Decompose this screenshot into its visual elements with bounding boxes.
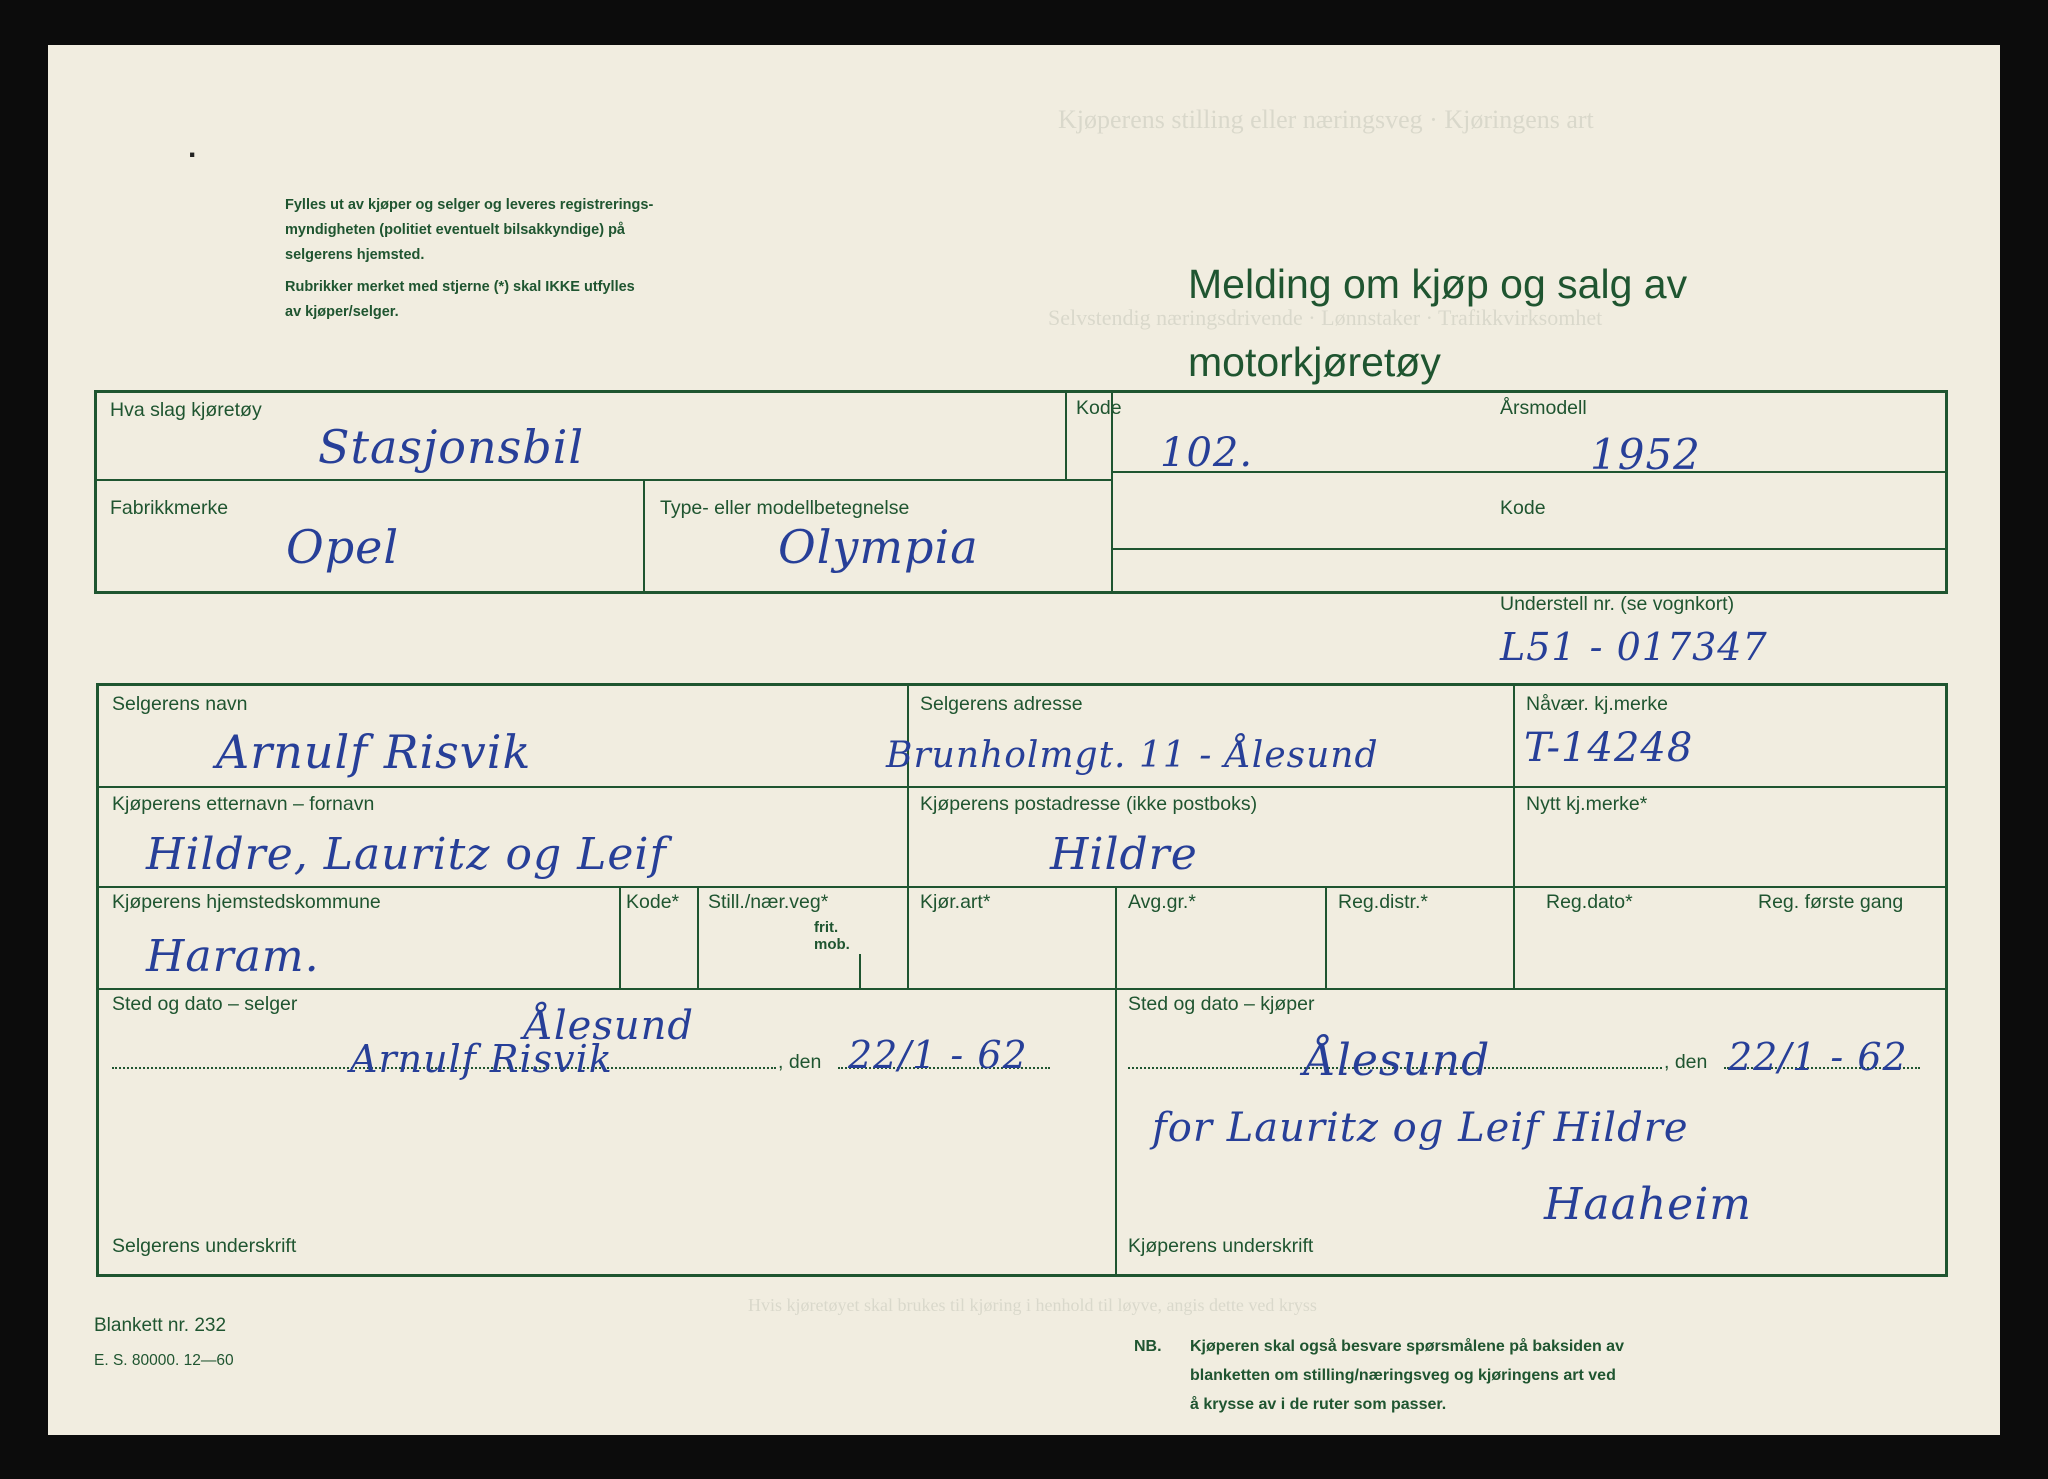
first-reg-label: Reg. første gang	[1758, 891, 1904, 913]
instruction-line: myndigheten (politiet eventuelt bilsakkyndige) på	[285, 222, 625, 238]
make-value: Opel	[286, 520, 400, 574]
usage-label: Kjør.art*	[920, 891, 991, 913]
seller-place-date-label: Sted og dato – selger	[112, 993, 298, 1015]
form-paper	[48, 45, 2000, 1435]
buyer-date-value: 22/1 - 62	[1728, 1035, 1908, 1079]
nb-line: blanketten om stilling/næringsveg og kjøringens art ved	[1190, 1367, 1616, 1384]
bleed-through-text: Selvstendig næringsdrivende · Lønnstaker · Trafikkvirksomhet	[1048, 305, 1603, 330]
seller-address-value: Brunholmgt. 11 - Ålesund	[886, 735, 1379, 776]
seller-date-value: 22/1 - 62	[848, 1033, 1028, 1077]
instruction-line: av kjøper/selger.	[285, 304, 399, 320]
buyer-place-date-label: Sted og dato – kjøper	[1128, 993, 1315, 1015]
buyer-postal-label: Kjøperens postadresse (ikke postboks)	[920, 793, 1258, 815]
seller-name-label: Selgerens navn	[112, 693, 248, 715]
kode-label: Kode*	[626, 891, 680, 913]
nb-label: NB.	[1134, 1338, 1162, 1355]
buyer-municipality-label: Kjøperens hjemstedskommune	[112, 891, 381, 913]
make-label: Fabrikkmerke	[110, 497, 229, 519]
year-model-value: 1952	[1590, 430, 1701, 479]
seller-signature-label: Selgerens underskrift	[112, 1235, 297, 1257]
buyer-postal-value: Hildre	[1050, 829, 1198, 880]
occupation-label: Still./nær.veg*	[708, 891, 829, 913]
current-plate-value: T-14248	[1524, 725, 1694, 771]
form-number: Blankett nr. 232	[94, 1315, 227, 1336]
code-value: 102.	[1160, 430, 1254, 476]
buyer-place-value: Ålesund	[1304, 1035, 1491, 1086]
buyer-name-value: Hildre, Lauritz og Leif	[146, 829, 667, 880]
seller-name-value: Arnulf Risvik	[216, 725, 532, 779]
fee-group-label: Avg.gr.*	[1128, 891, 1196, 913]
code2-label: Kode	[1500, 497, 1546, 519]
reg-date-label: Reg.dato*	[1546, 891, 1633, 913]
buyer-municipality-value: Haram.	[146, 931, 320, 982]
reg-district-label: Reg.distr.*	[1338, 891, 1428, 913]
seller-signature: Arnulf Risvik	[350, 1037, 613, 1081]
den-label: , den	[1664, 1051, 1708, 1073]
buyer-name-label: Kjøperens etternavn – fornavn	[112, 793, 375, 815]
model-value: Olympia	[778, 520, 979, 574]
nb-line: å krysse av i de ruter som passer.	[1190, 1396, 1447, 1413]
corner-mark: .	[188, 131, 197, 164]
current-plate-label: Nåvær. kj.merke	[1526, 693, 1668, 715]
chassis-value: L51 - 017347	[1500, 625, 1768, 669]
print-info: E. S. 80000. 12—60	[94, 1352, 234, 1369]
year-model-label: Årsmodell	[1500, 397, 1587, 419]
title-line: Melding om kjøp og salg av	[1188, 261, 1688, 307]
bleed-through-text: Kjøperens stilling eller næringsveg · Kjøringens art	[1058, 105, 1594, 134]
nb-note	[1134, 1332, 1624, 1419]
buyer-for-value: for Lauritz og Leif Hildre	[1152, 1105, 1689, 1151]
buyer-signature-label: Kjøperens underskrift	[1128, 1235, 1314, 1257]
den-label: , den	[778, 1051, 822, 1073]
chassis-label: Understell nr. (se vognkort)	[1500, 593, 1735, 615]
seller-address-label: Selgerens adresse	[920, 693, 1083, 715]
seller-place-value: Ålesund	[524, 1003, 695, 1049]
code-label: Kode	[1076, 397, 1122, 419]
vehicle-kind-value: Stasjonsbil	[318, 420, 585, 474]
nb-line: Kjøperen skal også besvare spørsmålene på baksiden av	[1190, 1338, 1624, 1355]
vehicle-kind-label: Hva slag kjøretøy	[110, 399, 262, 421]
model-label: Type- eller modellbetegnelse	[660, 497, 910, 519]
title-line: motorkjøretøy	[1188, 339, 1441, 385]
instructions	[285, 193, 653, 325]
instruction-line: Rubrikker merket med stjerne (*) skal IKKE utfylles	[285, 279, 635, 295]
instruction-line: Fylles ut av kjøper og selger og leveres registrerings-	[285, 197, 654, 213]
form-title	[1188, 245, 1687, 401]
bleed-through-text: Hvis kjøretøyet skal brukes til kjøring i henhold til løyve, angis dette ved kryss	[748, 1295, 1317, 1315]
new-plate-label: Nytt kj.merke*	[1526, 793, 1648, 815]
frit-mob-label: frit. mob.	[814, 919, 850, 953]
instruction-line: selgerens hjemsted.	[285, 247, 425, 263]
buyer-signature: Haaheim	[1544, 1179, 1753, 1230]
